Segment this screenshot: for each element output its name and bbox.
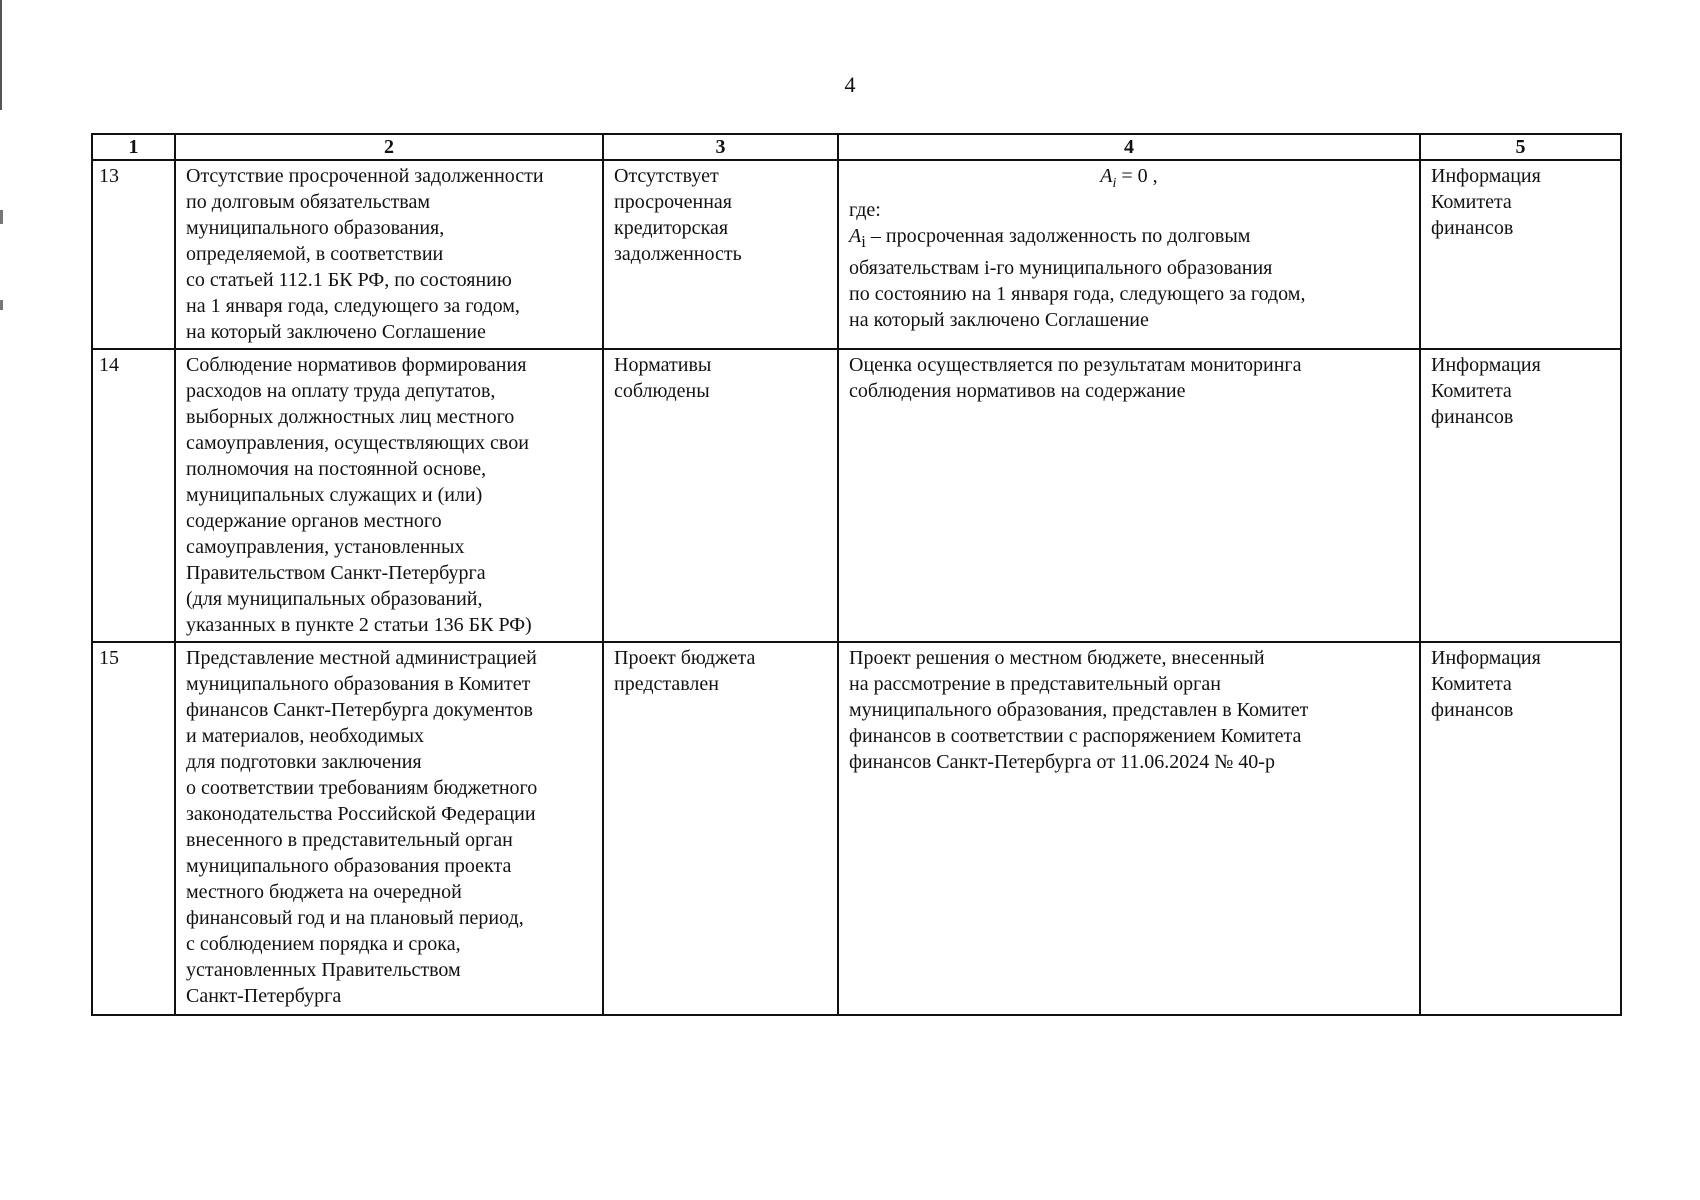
method-cell xyxy=(838,349,1420,642)
criterion-line: Представление местной администрацией xyxy=(186,647,537,669)
scan-mark xyxy=(0,300,3,310)
source-line: Информация xyxy=(1431,647,1541,669)
criterion-line: самоуправления, установленных xyxy=(186,536,465,558)
source-line: финансов xyxy=(1431,699,1514,721)
criterion-line: финансовый год и на плановый период, xyxy=(186,907,524,929)
criterion-line: и материалов, необходимых xyxy=(186,725,425,747)
scan-mark xyxy=(0,210,3,224)
formula-where: где: xyxy=(849,199,881,221)
method-line: соблюдения нормативов на содержание xyxy=(849,380,1186,402)
value-line: кредиторская xyxy=(614,217,729,239)
value-line: просроченная xyxy=(614,191,732,213)
criterion-line: полномочия на постоянной основе, xyxy=(186,458,487,480)
criterion-line: законодательства Российской Федерации xyxy=(186,803,536,825)
source-line: Информация xyxy=(1431,354,1541,376)
value-cell xyxy=(603,642,838,1015)
method-line: финансов Санкт-Петербурга от 11.06.2024 № 40-р xyxy=(849,751,1275,773)
criterion-line: установленных Правительством xyxy=(186,959,461,981)
formula-sub: i xyxy=(861,232,866,251)
criterion-line: с соблюдением порядка и срока, xyxy=(186,933,461,955)
value-line: представлен xyxy=(614,673,719,695)
criterion-line: для подготовки заключения xyxy=(186,751,422,773)
criterion-line: Соблюдение нормативов формирования xyxy=(186,354,527,376)
criterion-line: муниципального образования проекта xyxy=(186,855,512,877)
formula-definition-text: – просроченная задолженность по долговым xyxy=(865,225,1251,247)
row-number: 15 xyxy=(92,642,175,1015)
source-cell xyxy=(1420,349,1621,642)
column-header-3: 3 xyxy=(603,134,838,160)
value-cell xyxy=(603,160,838,349)
method-line: финансов в соответствии с распоряжением Комитета xyxy=(849,725,1302,747)
criterion-line: на 1 января года, следующего за годом, xyxy=(186,295,520,317)
criterion-cell xyxy=(175,160,603,349)
method-line: Проект решения о местном бюджете, внесенный xyxy=(849,647,1265,669)
method-line: на рассмотрение в представительный орган xyxy=(849,673,1221,695)
criterion-line: муниципального образования в Комитет xyxy=(186,673,531,695)
value-line: Нормативы xyxy=(614,354,712,376)
formula xyxy=(849,163,1409,197)
criterion-line: содержание органов местного xyxy=(186,510,442,532)
criterion-line: о соответствии требованиям бюджетного xyxy=(186,777,538,799)
formula-definition xyxy=(849,223,1409,255)
source-cell xyxy=(1420,160,1621,349)
header-row xyxy=(92,134,1621,160)
table-row xyxy=(92,642,1621,1015)
criterion-line: расходов на оплату труда депутатов, xyxy=(186,380,496,402)
criterion-line: муниципальных служащих и (или) xyxy=(186,484,483,506)
criterion-line: местного бюджета на очередной xyxy=(186,881,462,903)
value-line: Проект бюджета xyxy=(614,647,756,669)
criterion-line: определяемой, в соответствии xyxy=(186,243,444,265)
value-cell xyxy=(603,349,838,642)
column-header-1: 1 xyxy=(92,134,175,160)
source-line: финансов xyxy=(1431,217,1514,239)
method-line: муниципального образования, представлен в Комитет xyxy=(849,699,1309,721)
column-header-5: 5 xyxy=(1420,134,1621,160)
column-header-4: 4 xyxy=(838,134,1420,160)
formula-line: по состоянию на 1 января года, следующего за годом, xyxy=(849,283,1306,305)
criterion-line: Правительством Санкт-Петербурга xyxy=(186,562,486,584)
criterion-line: финансов Санкт-Петербурга документов xyxy=(186,699,533,721)
criterion-line: по долговым обязательствам xyxy=(186,191,431,213)
column-header-2: 2 xyxy=(175,134,603,160)
criterion-cell xyxy=(175,642,603,1015)
value-line: соблюдены xyxy=(614,380,710,402)
criterion-line: Отсутствие просроченной задолженности xyxy=(186,165,544,187)
method-cell xyxy=(838,642,1420,1015)
formula-line: обязательствам i-го муниципального образования xyxy=(849,257,1273,279)
criterion-line: (для муниципальных образований, xyxy=(186,588,483,610)
criteria-table xyxy=(91,133,1622,1016)
source-line: Комитета xyxy=(1431,191,1512,213)
table-row xyxy=(92,160,1621,349)
criterion-line: муниципального образования, xyxy=(186,217,445,239)
source-line: Информация xyxy=(1431,165,1541,187)
source-line: Комитета xyxy=(1431,380,1512,402)
source-cell xyxy=(1420,642,1621,1015)
value-line: задолженность xyxy=(614,243,742,265)
method-line: Оценка осуществляется по результатам мониторинга xyxy=(849,354,1302,376)
formula-cell xyxy=(838,160,1420,349)
formula-expr: = 0 , xyxy=(1116,165,1158,187)
criterion-line: Санкт-Петербурга xyxy=(186,985,342,1007)
criterion-line: на который заключено Соглашение xyxy=(186,321,486,343)
value-line: Отсутствует xyxy=(614,165,719,187)
formula-var: A xyxy=(849,225,862,247)
page-number: 4 xyxy=(844,72,856,97)
criterion-line: выборных должностных лиц местного xyxy=(186,406,515,428)
table-row xyxy=(92,349,1621,642)
criterion-line: указанных в пункте 2 статьи 136 БК РФ) xyxy=(186,614,532,636)
source-line: Комитета xyxy=(1431,673,1512,695)
formula-line: на который заключено Соглашение xyxy=(849,309,1149,331)
criterion-line: внесенного в представительный орган xyxy=(186,829,513,851)
row-number: 14 xyxy=(92,349,175,642)
row-number: 13 xyxy=(92,160,175,349)
formula-var: A xyxy=(1100,165,1113,187)
criterion-cell xyxy=(175,349,603,642)
source-line: финансов xyxy=(1431,406,1514,428)
formula-sub: i xyxy=(1112,176,1117,191)
criterion-line: со статьей 112.1 БК РФ, по состоянию xyxy=(186,269,512,291)
criterion-line: самоуправления, осуществляющих свои xyxy=(186,432,529,454)
